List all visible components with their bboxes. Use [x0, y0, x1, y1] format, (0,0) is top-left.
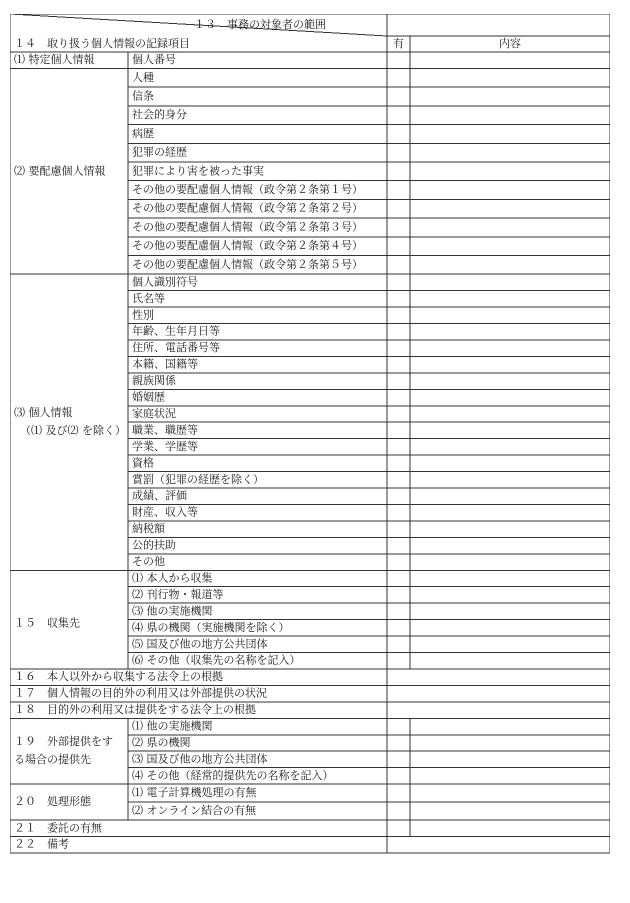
- sensitive-info-yes-cell[interactable]: [387, 143, 410, 162]
- collection-source-content-cell[interactable]: [410, 620, 610, 636]
- external-recipient-content-cell[interactable]: [410, 718, 610, 734]
- personal-info-yes-cell[interactable]: [387, 274, 410, 290]
- personal-info-yes-cell[interactable]: [387, 554, 410, 570]
- personal-info-item: 納税額: [132, 522, 165, 536]
- personal-info-content-cell[interactable]: [410, 274, 610, 290]
- sensitive-info-yes-cell[interactable]: [387, 181, 410, 200]
- personal-info-yes-cell[interactable]: [387, 291, 410, 307]
- personal-info-content-cell[interactable]: [410, 521, 610, 537]
- sensitive-info-item: 病歴: [132, 126, 154, 140]
- external-recipient-item: ⑶ 国及び他の地方公共団体: [132, 752, 268, 766]
- personal-info-content-cell[interactable]: [410, 356, 610, 372]
- sensitive-info-item: 犯罪の経歴: [132, 145, 187, 159]
- processing-type-item: ⑴ 電子計算機処理の有無: [132, 786, 257, 800]
- specific-info-content-cell[interactable]: [410, 52, 610, 68]
- sensitive-info-item: その他の要配慮個人情報（政令第２条第１号）: [132, 183, 363, 196]
- collection-source-item: ⑶ 他の実施機関: [132, 604, 213, 618]
- sensitive-info-yes-cell[interactable]: [387, 87, 410, 106]
- sensitive-info-content-cell[interactable]: [410, 162, 610, 181]
- personal-info-content-cell[interactable]: [410, 455, 610, 471]
- personal-info-item: 婚姻歴: [132, 390, 165, 404]
- row-22-label: ２２ 備考: [14, 837, 69, 851]
- collection-source-content-cell[interactable]: [410, 587, 610, 603]
- personal-info-yes-cell[interactable]: [387, 373, 410, 389]
- personal-info-item: 個人識別符号: [132, 275, 198, 289]
- personal-info-yes-cell[interactable]: [387, 422, 410, 438]
- personal-info-item: その他: [132, 555, 165, 569]
- personal-info-content-cell[interactable]: [410, 554, 610, 570]
- personal-info-yes-cell[interactable]: [387, 537, 410, 553]
- personal-info-content-cell[interactable]: [410, 340, 610, 356]
- external-recipient-yes-cell[interactable]: [387, 718, 410, 734]
- personal-info-item: 成績、評価: [132, 489, 187, 503]
- collection-source-yes-cell[interactable]: [387, 620, 410, 636]
- sensitive-info-yes-cell[interactable]: [387, 68, 410, 87]
- external-recipient-yes-cell[interactable]: [387, 751, 410, 767]
- sensitive-info-content-cell[interactable]: [410, 181, 610, 200]
- personal-info-item: 財産、収入等: [132, 505, 198, 519]
- row-17-label-input-cell[interactable]: [387, 685, 610, 701]
- column-header-yes: 有: [393, 37, 404, 50]
- personal-info-label-note: （⑴ 及び⑵ を除く）: [20, 424, 126, 438]
- sensitive-info-content-cell[interactable]: [410, 143, 610, 162]
- personal-info-content-cell[interactable]: [410, 472, 610, 488]
- row-16-label: １６ 本人以外から収集する法令上の根拠: [14, 670, 223, 684]
- scope-header-title: １３ 事務の対象者の範囲: [194, 18, 326, 31]
- collection-source-item: ⑵ 刊行物・報道等: [132, 587, 224, 601]
- sensitive-info-item: その他の要配慮個人情報（政令第２条第３号）: [132, 220, 363, 234]
- collection-source-yes-cell[interactable]: [387, 653, 410, 669]
- external-recipient-item: ⑵ 県の機関: [132, 735, 191, 749]
- personal-info-content-cell[interactable]: [410, 488, 610, 504]
- personal-info-item: 本籍、国籍等: [132, 357, 198, 371]
- personal-info-item: 学業、学歴等: [132, 439, 198, 453]
- collection-source-yes-cell[interactable]: [387, 587, 410, 603]
- personal-info-yes-cell[interactable]: [387, 521, 410, 537]
- personal-info-content-cell[interactable]: [410, 406, 610, 422]
- personal-info-yes-cell[interactable]: [387, 504, 410, 520]
- processing-type-label: ２０ 処理形態: [14, 795, 91, 809]
- personal-info-item: 性別: [132, 308, 154, 322]
- personal-info-content-cell[interactable]: [410, 389, 610, 405]
- external-recipient-label: １９ 外部提供をす: [14, 735, 113, 749]
- specific-info-label: ⑴ 特定個人情報: [14, 53, 95, 67]
- sensitive-info-content-cell[interactable]: [410, 125, 610, 144]
- external-recipient-item: ⑴ 他の実施機関: [132, 719, 213, 733]
- collection-source-content-cell[interactable]: [410, 603, 610, 619]
- personal-info-yes-cell[interactable]: [387, 356, 410, 372]
- external-recipient-item: ⑷ その他（経常的提供先の名称を記入）: [132, 768, 334, 782]
- collection-source-yes-cell[interactable]: [387, 603, 410, 619]
- sensitive-info-item: その他の要配慮個人情報（政令第２条第４号）: [132, 239, 363, 253]
- sensitive-info-item: 人種: [132, 70, 154, 84]
- collection-source-content-cell[interactable]: [410, 653, 610, 669]
- personal-info-yes-cell[interactable]: [387, 472, 410, 488]
- personal-info-yes-cell[interactable]: [387, 406, 410, 422]
- personal-info-content-cell[interactable]: [410, 291, 610, 307]
- sensitive-info-item: 社会的身分: [132, 108, 187, 122]
- personal-info-content-cell[interactable]: [410, 504, 610, 520]
- external-recipient-label-cont: る場合の提供先: [14, 753, 91, 767]
- collection-source-item: ⑹ その他（収集先の名称を記入）: [132, 653, 301, 667]
- personal-info-yes-cell[interactable]: [387, 307, 410, 323]
- personal-info-content-cell[interactable]: [410, 422, 610, 438]
- personal-info-label: ⑶ 個人情報: [14, 406, 73, 420]
- sensitive-info-content-cell[interactable]: [410, 237, 610, 256]
- personal-info-form-table: [10, 14, 610, 854]
- personal-info-yes-cell[interactable]: [387, 389, 410, 405]
- personal-info-item: 年齢、生年月日等: [132, 324, 220, 338]
- personal-info-item: 公的扶助: [132, 538, 176, 552]
- personal-info-content-cell[interactable]: [410, 439, 610, 455]
- sensitive-info-content-cell[interactable]: [410, 106, 610, 125]
- scope-input-cell[interactable]: [387, 14, 610, 36]
- collection-source-item: ⑸ 国及び他の地方公共団体: [132, 637, 268, 651]
- row-21-label: ２１ 委託の有無: [14, 821, 102, 835]
- personal-info-item: 住所、電話番号等: [132, 341, 220, 355]
- sensitive-info-content-cell[interactable]: [410, 218, 610, 237]
- external-recipient-yes-cell[interactable]: [387, 735, 410, 751]
- items-header-title: １４ 取り扱う個人情報の記録項目: [14, 37, 190, 50]
- personal-info-yes-cell[interactable]: [387, 488, 410, 504]
- specific-info-yes-cell[interactable]: [387, 52, 410, 68]
- personal-info-content-cell[interactable]: [410, 307, 610, 323]
- personal-info-item: 家庭状況: [132, 406, 176, 420]
- personal-info-content-cell[interactable]: [410, 324, 610, 340]
- row-18-label-input-cell[interactable]: [387, 702, 610, 718]
- collection-source-content-cell[interactable]: [410, 636, 610, 652]
- personal-info-yes-cell[interactable]: [387, 340, 410, 356]
- sensitive-info-yes-cell[interactable]: [387, 218, 410, 237]
- remarks-input-cell[interactable]: [387, 837, 610, 853]
- column-header-content: 内容: [499, 37, 521, 50]
- personal-info-item: 賞罰（犯罪の経歴を除く）: [132, 472, 264, 486]
- collection-source-item: ⑴ 本人から収集: [132, 571, 213, 585]
- sensitive-info-yes-cell[interactable]: [387, 199, 410, 218]
- personal-info-item: 氏名等: [132, 291, 165, 305]
- specific-info-item: 個人番号: [132, 53, 176, 67]
- outsourcing-content-cell[interactable]: [410, 820, 610, 836]
- collection-source-yes-cell[interactable]: [387, 570, 410, 586]
- collection-source-item: ⑷ 県の機関（実施機関を除く）: [132, 620, 290, 634]
- sensitive-info-content-cell[interactable]: [410, 87, 610, 106]
- processing-type-content-cell[interactable]: [410, 802, 610, 820]
- personal-info-content-cell[interactable]: [410, 373, 610, 389]
- sensitive-info-yes-cell[interactable]: [387, 162, 410, 181]
- collection-source-yes-cell[interactable]: [387, 636, 410, 652]
- sensitive-info-item: その他の要配慮個人情報（政令第２条第２号）: [132, 201, 363, 215]
- personal-info-yes-cell[interactable]: [387, 324, 410, 340]
- outsourcing-yes-cell[interactable]: [387, 820, 410, 836]
- personal-info-yes-cell[interactable]: [387, 439, 410, 455]
- sensitive-info-yes-cell[interactable]: [387, 237, 410, 256]
- sensitive-info-yes-cell[interactable]: [387, 106, 410, 125]
- sensitive-info-content-cell[interactable]: [410, 68, 610, 87]
- sensitive-info-item: 犯罪により害を被った事実: [132, 164, 264, 178]
- sensitive-info-content-cell[interactable]: [410, 199, 610, 218]
- personal-info-item: 職業、職歴等: [132, 423, 198, 437]
- sensitive-info-item: 信条: [132, 89, 154, 103]
- personal-info-yes-cell[interactable]: [387, 455, 410, 471]
- processing-type-item: ⑵ オンライン結合の有無: [132, 804, 257, 818]
- personal-info-content-cell[interactable]: [410, 537, 610, 553]
- sensitive-info-label: ⑵ 要配慮個人情報: [14, 164, 106, 178]
- sensitive-info-yes-cell[interactable]: [387, 125, 410, 144]
- personal-info-item: 資格: [132, 456, 154, 470]
- collection-source-label: １５ 収集先: [14, 616, 80, 630]
- external-recipient-content-cell[interactable]: [410, 768, 610, 784]
- row-16-label-input-cell[interactable]: [387, 669, 610, 685]
- row-17-label: １７ 個人情報の目的外の利用又は外部提供の状況: [14, 686, 267, 700]
- sensitive-info-item: その他の要配慮個人情報（政令第２条第５号）: [132, 257, 363, 271]
- personal-info-item: 親族関係: [132, 374, 176, 388]
- collection-source-content-cell[interactable]: [410, 570, 610, 586]
- sensitive-info-yes-cell[interactable]: [387, 255, 410, 274]
- external-recipient-yes-cell[interactable]: [387, 768, 410, 784]
- sensitive-info-content-cell[interactable]: [410, 255, 610, 274]
- processing-type-yes-cell[interactable]: [387, 784, 410, 802]
- external-recipient-content-cell[interactable]: [410, 735, 610, 751]
- processing-type-yes-cell[interactable]: [387, 802, 410, 820]
- processing-type-content-cell[interactable]: [410, 784, 610, 802]
- row-18-label: １８ 目的外の利用又は提供をする法令上の根拠: [14, 703, 256, 717]
- external-recipient-content-cell[interactable]: [410, 751, 610, 767]
